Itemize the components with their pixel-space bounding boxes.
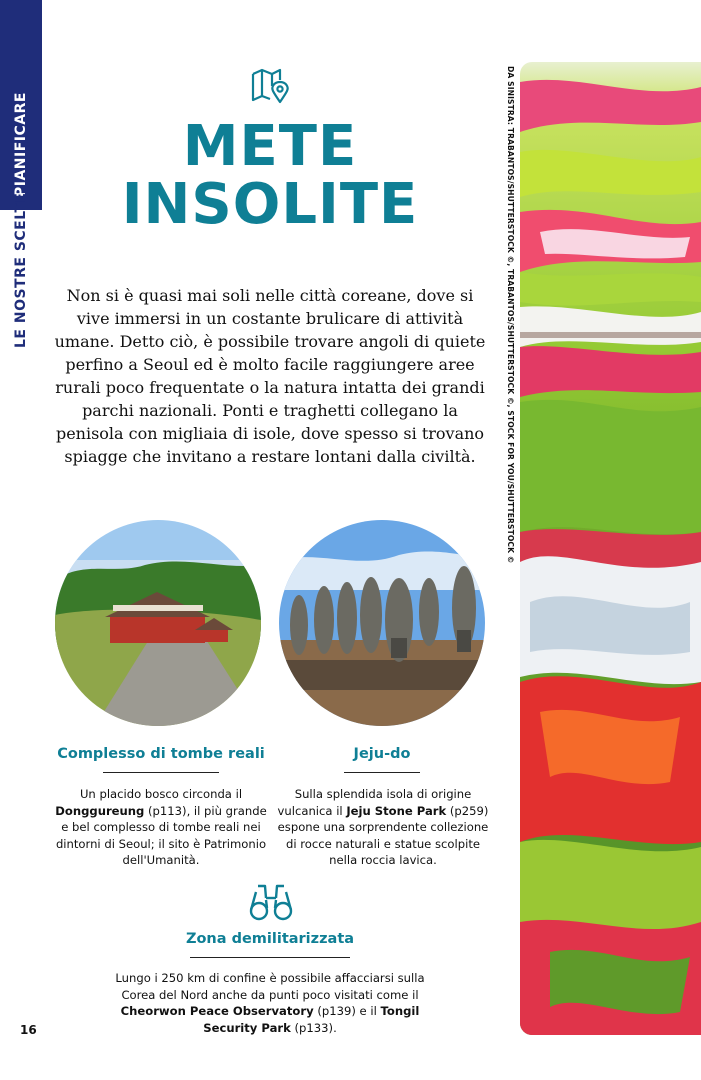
- jeju-heading: Jeju-do: [353, 746, 411, 762]
- jeju-text: Sulla splendida isola di origine vulcanica il Jeju Stone Park (p259) espone una sorprendente collezione di rocce naturali e statue scolpite nella roccia lavica.: [277, 787, 489, 867]
- royal-tombs-heading: Complesso di tombe reali: [57, 746, 265, 762]
- binoculars-icon: [248, 882, 294, 922]
- intro-paragraph: Non si è quasi mai soli nelle città coreane, dove si vive immersi in un costante brulicare di attività umane. Detto ciò, è possibile trovare angoli di quiete perfino a Seoul ed è molto facile raggiungere aree rurali poco frequentate o la natura intatta dei grandi parchi nazionali. Ponti e traghetti collegano la penisola con migliaia di isole, dove spesso si trovano spiagge che invitano a restare lontani dalla civiltà.: [54, 286, 486, 466]
- flower-field-photo: [520, 62, 701, 1035]
- subsection-label: LE NOSTRE SCELTE: [13, 192, 29, 348]
- page-title-line2: INSOLITE: [121, 172, 419, 237]
- tongil-name: Tongil Security Park: [203, 1004, 420, 1035]
- jeju-stone-park-photo: [279, 520, 485, 726]
- page-number: 16: [20, 1023, 37, 1037]
- royal-tombs-photo: [55, 520, 261, 726]
- dmz-heading: Zona demilitarizzata: [185, 931, 355, 947]
- donggureung-name: Donggureung: [55, 803, 145, 818]
- jeju-stone-park-name: Jeju Stone Park: [346, 803, 447, 818]
- page-title-line1: METE: [182, 114, 358, 179]
- jeju-divider: [344, 772, 420, 773]
- cheorwon-name: Cheorwon Peace Observatory: [120, 1004, 314, 1018]
- royal-tombs-text: Un placido bosco circonda il Donggureung (p113), il più grande e bel complesso di tombe reali nei dintorni di Seoul; il sito è Patrimonio dell'Umanità.: [55, 787, 267, 867]
- dmz-text: Lungo i 250 km di confine è possibile affacciarsi sulla Corea del Nord anche da punti poco visitati come il Cheorwon Peace Observatory (p139) e il Tongil Security Park (p133).: [115, 971, 425, 1035]
- dmz-divider: [190, 957, 350, 958]
- section-label: PIANIFICARE: [13, 92, 29, 197]
- map-pin-icon: [250, 66, 290, 106]
- royal-tombs-divider: [103, 772, 219, 773]
- photo-credit-text: DA SINISTRA: TRABANTOS/SHUTTERSTOCK ©, TRABANTOS/SHUTTERSTOCK ©, STOCK FOR YOU/SHUTTERSTOCK ©: [506, 66, 515, 564]
